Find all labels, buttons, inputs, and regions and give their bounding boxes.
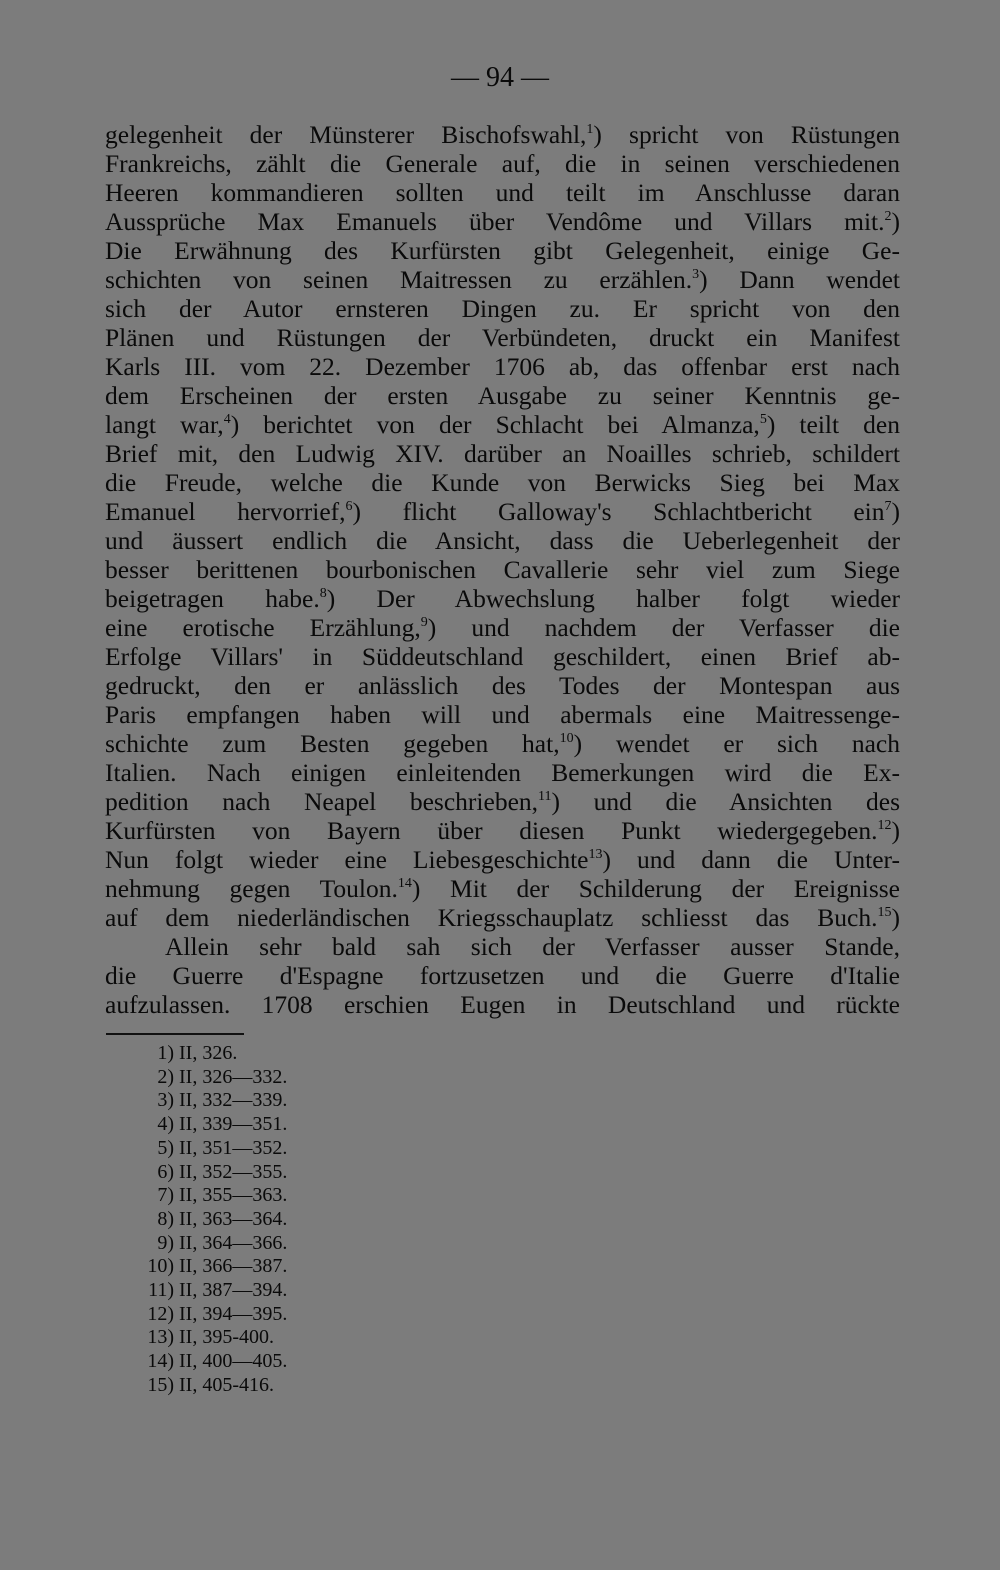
footnote-marker: 14 bbox=[397, 876, 412, 891]
text-line: nehmung gegen Toulon.$^{14}$) Mit der Schilderung der Ereignisse bbox=[105, 874, 900, 903]
text-line: Kurfürsten von Bayern über diesen Punkt wiedergegeben.$^{12}$) bbox=[105, 816, 900, 845]
text-line: gelegenheit der Münsterer Bischofswahl,$^1$) spricht von Rüstungen bbox=[105, 120, 900, 149]
text-line: die Freude, welche die Kunde von Berwicks Sieg bei Max bbox=[105, 468, 900, 497]
text-line: Paris empfangen haben will und abermals eine Maitressenge- bbox=[105, 700, 900, 729]
footnote-number: 8) bbox=[157, 1207, 174, 1230]
footnote-number: 10) bbox=[147, 1255, 174, 1278]
footnote-number: 4) bbox=[157, 1113, 174, 1136]
footnote bbox=[130, 1161, 530, 1185]
footnote-text: II, 394—395. bbox=[179, 1302, 288, 1325]
main-text bbox=[105, 120, 900, 1019]
footnote bbox=[130, 1255, 530, 1279]
footnote-marker: 9 bbox=[420, 615, 428, 630]
paragraph-2 bbox=[105, 932, 900, 1019]
text-line: Heeren kommandieren sollten und teilt im Anschlusse daran bbox=[105, 178, 900, 207]
footnote-text: II, 400—405. bbox=[179, 1350, 288, 1373]
footnote bbox=[130, 1042, 530, 1066]
text-line: Allein sehr bald sah sich der Verfasser ausser Stande, bbox=[165, 932, 900, 961]
text-line: Emanuel hervorrief,$^6$) flicht Galloway's Schlachtbericht ein$^7$) bbox=[105, 497, 900, 526]
text-line: die Guerre d'Espagne fortzusetzen und die Guerre d'Italie bbox=[105, 961, 900, 990]
footnote-text: II, 364—366. bbox=[179, 1231, 288, 1254]
footnote bbox=[130, 1208, 530, 1232]
footnote-marker: 1 bbox=[586, 122, 594, 137]
footnote-rule bbox=[106, 1033, 244, 1035]
text-line: dem Erscheinen der ersten Ausgabe zu seiner Kenntnis ge- bbox=[105, 381, 900, 410]
page-number: — 94 — bbox=[451, 62, 549, 93]
footnote-text: II, 405-416. bbox=[179, 1373, 274, 1396]
footnote-marker: 11 bbox=[538, 789, 552, 804]
text-line: sich der Autor ernsteren Dingen zu. Er spricht von den bbox=[105, 294, 900, 323]
text-line: beigetragen habe.$^8$) Der Abwechslung halber folgt wieder bbox=[105, 584, 901, 613]
footnote-marker: 3 bbox=[692, 267, 700, 282]
footnote-number: 11) bbox=[148, 1279, 174, 1302]
footnote-number: 14) bbox=[147, 1350, 174, 1373]
text-line: Erfolge Villars' in Süddeutschland geschildert, einen Brief ab- bbox=[105, 642, 900, 671]
footnote bbox=[130, 1374, 530, 1398]
text-line: langt war,$^4$) berichtet von der Schlacht bei Almanza,$^5$) teilt den bbox=[105, 410, 900, 439]
paragraph-1 bbox=[105, 120, 900, 932]
footnote bbox=[130, 1137, 530, 1161]
footnote-text: II, 387—394. bbox=[179, 1279, 288, 1302]
footnote-number: 12) bbox=[147, 1302, 174, 1325]
text-line: pedition nach Neapel beschrieben,$^{11}$) und die Ansichten des bbox=[105, 787, 900, 816]
footnote bbox=[130, 1279, 530, 1303]
footnote-number: 7) bbox=[157, 1184, 174, 1207]
text-line: eine erotische Erzählung,$^9$) und nachdem der Verfasser die bbox=[105, 613, 900, 642]
footnote-marker: 2 bbox=[884, 209, 892, 224]
footnote-text: II, 332—339. bbox=[179, 1089, 288, 1112]
footnote-text: II, 352—355. bbox=[179, 1160, 288, 1183]
footnote-marker: 6 bbox=[345, 499, 353, 514]
footnote-text: II, 339—351. bbox=[179, 1113, 288, 1136]
footnote-text: II, 326. bbox=[179, 1042, 238, 1064]
footnote-marker: 12 bbox=[877, 818, 892, 833]
text-line: gedruckt, den er anlässlich des Todes der Montespan aus bbox=[105, 671, 900, 700]
footnote-number: 15) bbox=[147, 1373, 174, 1396]
footnote-marker: 13 bbox=[588, 847, 603, 862]
footnote-marker: 10 bbox=[559, 731, 574, 746]
footnote bbox=[130, 1350, 530, 1374]
footnote bbox=[130, 1066, 530, 1090]
text-line: schichten von seinen Maitressen zu erzählen.$^3$) Dann wendet bbox=[105, 265, 900, 294]
footnote-text: II, 355—363. bbox=[179, 1184, 288, 1207]
footnote-text: II, 326—332. bbox=[179, 1065, 288, 1088]
footnote-number: 6) bbox=[157, 1160, 174, 1183]
text-line: Nun folgt wieder eine Liebesgeschichte$^{13}$) und dann die Unter- bbox=[105, 845, 900, 874]
footnote-number: 13) bbox=[147, 1326, 174, 1349]
text-line: Plänen und Rüstungen der Verbündeten, druckt ein Manifest bbox=[105, 323, 900, 352]
footnote-number: 2) bbox=[157, 1065, 174, 1088]
text-line: auf dem niederländischen Kriegsschauplatz schliesst das Buch.$^{15}$) bbox=[105, 903, 900, 932]
text-line: Frankreichs, zählt die Generale auf, die in seinen verschiedenen bbox=[105, 149, 900, 178]
footnote-marker: 8 bbox=[319, 586, 327, 601]
text-line: aufzulassen. 1708 erschien Eugen in Deutschland und rückte bbox=[105, 990, 900, 1019]
footnote-number: 3) bbox=[157, 1089, 174, 1112]
text-line: Karls III. vom 22. Dezember 1706 ab, das offenbar erst nach bbox=[105, 352, 900, 381]
text-line: Die Erwähnung des Kurfürsten gibt Gelegenheit, einige Ge- bbox=[105, 236, 900, 265]
text-line: und äussert endlich die Ansicht, dass die Ueberlegenheit der bbox=[105, 526, 900, 555]
footnote bbox=[130, 1303, 530, 1327]
footnote-marker: 15 bbox=[877, 905, 892, 920]
footnote-marker: 5 bbox=[759, 412, 767, 427]
footnote-marker: 7 bbox=[884, 499, 892, 514]
footnote bbox=[130, 1089, 530, 1113]
footnote-number: 1) bbox=[157, 1042, 174, 1064]
footnote bbox=[130, 1326, 530, 1350]
footnote bbox=[130, 1232, 530, 1256]
footnote-number: 5) bbox=[157, 1136, 174, 1159]
footnote-text: II, 351—352. bbox=[179, 1136, 288, 1159]
footnote bbox=[130, 1113, 530, 1137]
footnote-number: 9) bbox=[157, 1231, 174, 1254]
text-line: besser berittenen bourbonischen Cavallerie sehr viel zum Siege bbox=[105, 555, 900, 584]
footnote-marker: 4 bbox=[223, 412, 231, 427]
text-line: Italien. Nach einigen einleitenden Bemerkungen wird die Ex- bbox=[105, 758, 900, 787]
footnote-text: II, 395-400. bbox=[179, 1326, 274, 1349]
text-line: Aussprüche Max Emanuels über Vendôme und Villars mit.$^2$) bbox=[105, 207, 900, 236]
footnote bbox=[130, 1184, 530, 1208]
text-line: Brief mit, den Ludwig XIV. darüber an Noailles schrieb, schildert bbox=[105, 439, 900, 468]
footnote-text: II, 363—364. bbox=[179, 1207, 288, 1230]
footnotes bbox=[130, 1042, 530, 1398]
footnote-text: II, 366—387. bbox=[179, 1255, 288, 1278]
text-line: schichte zum Besten gegeben hat,$^{10}$) wendet er sich nach bbox=[105, 729, 900, 758]
